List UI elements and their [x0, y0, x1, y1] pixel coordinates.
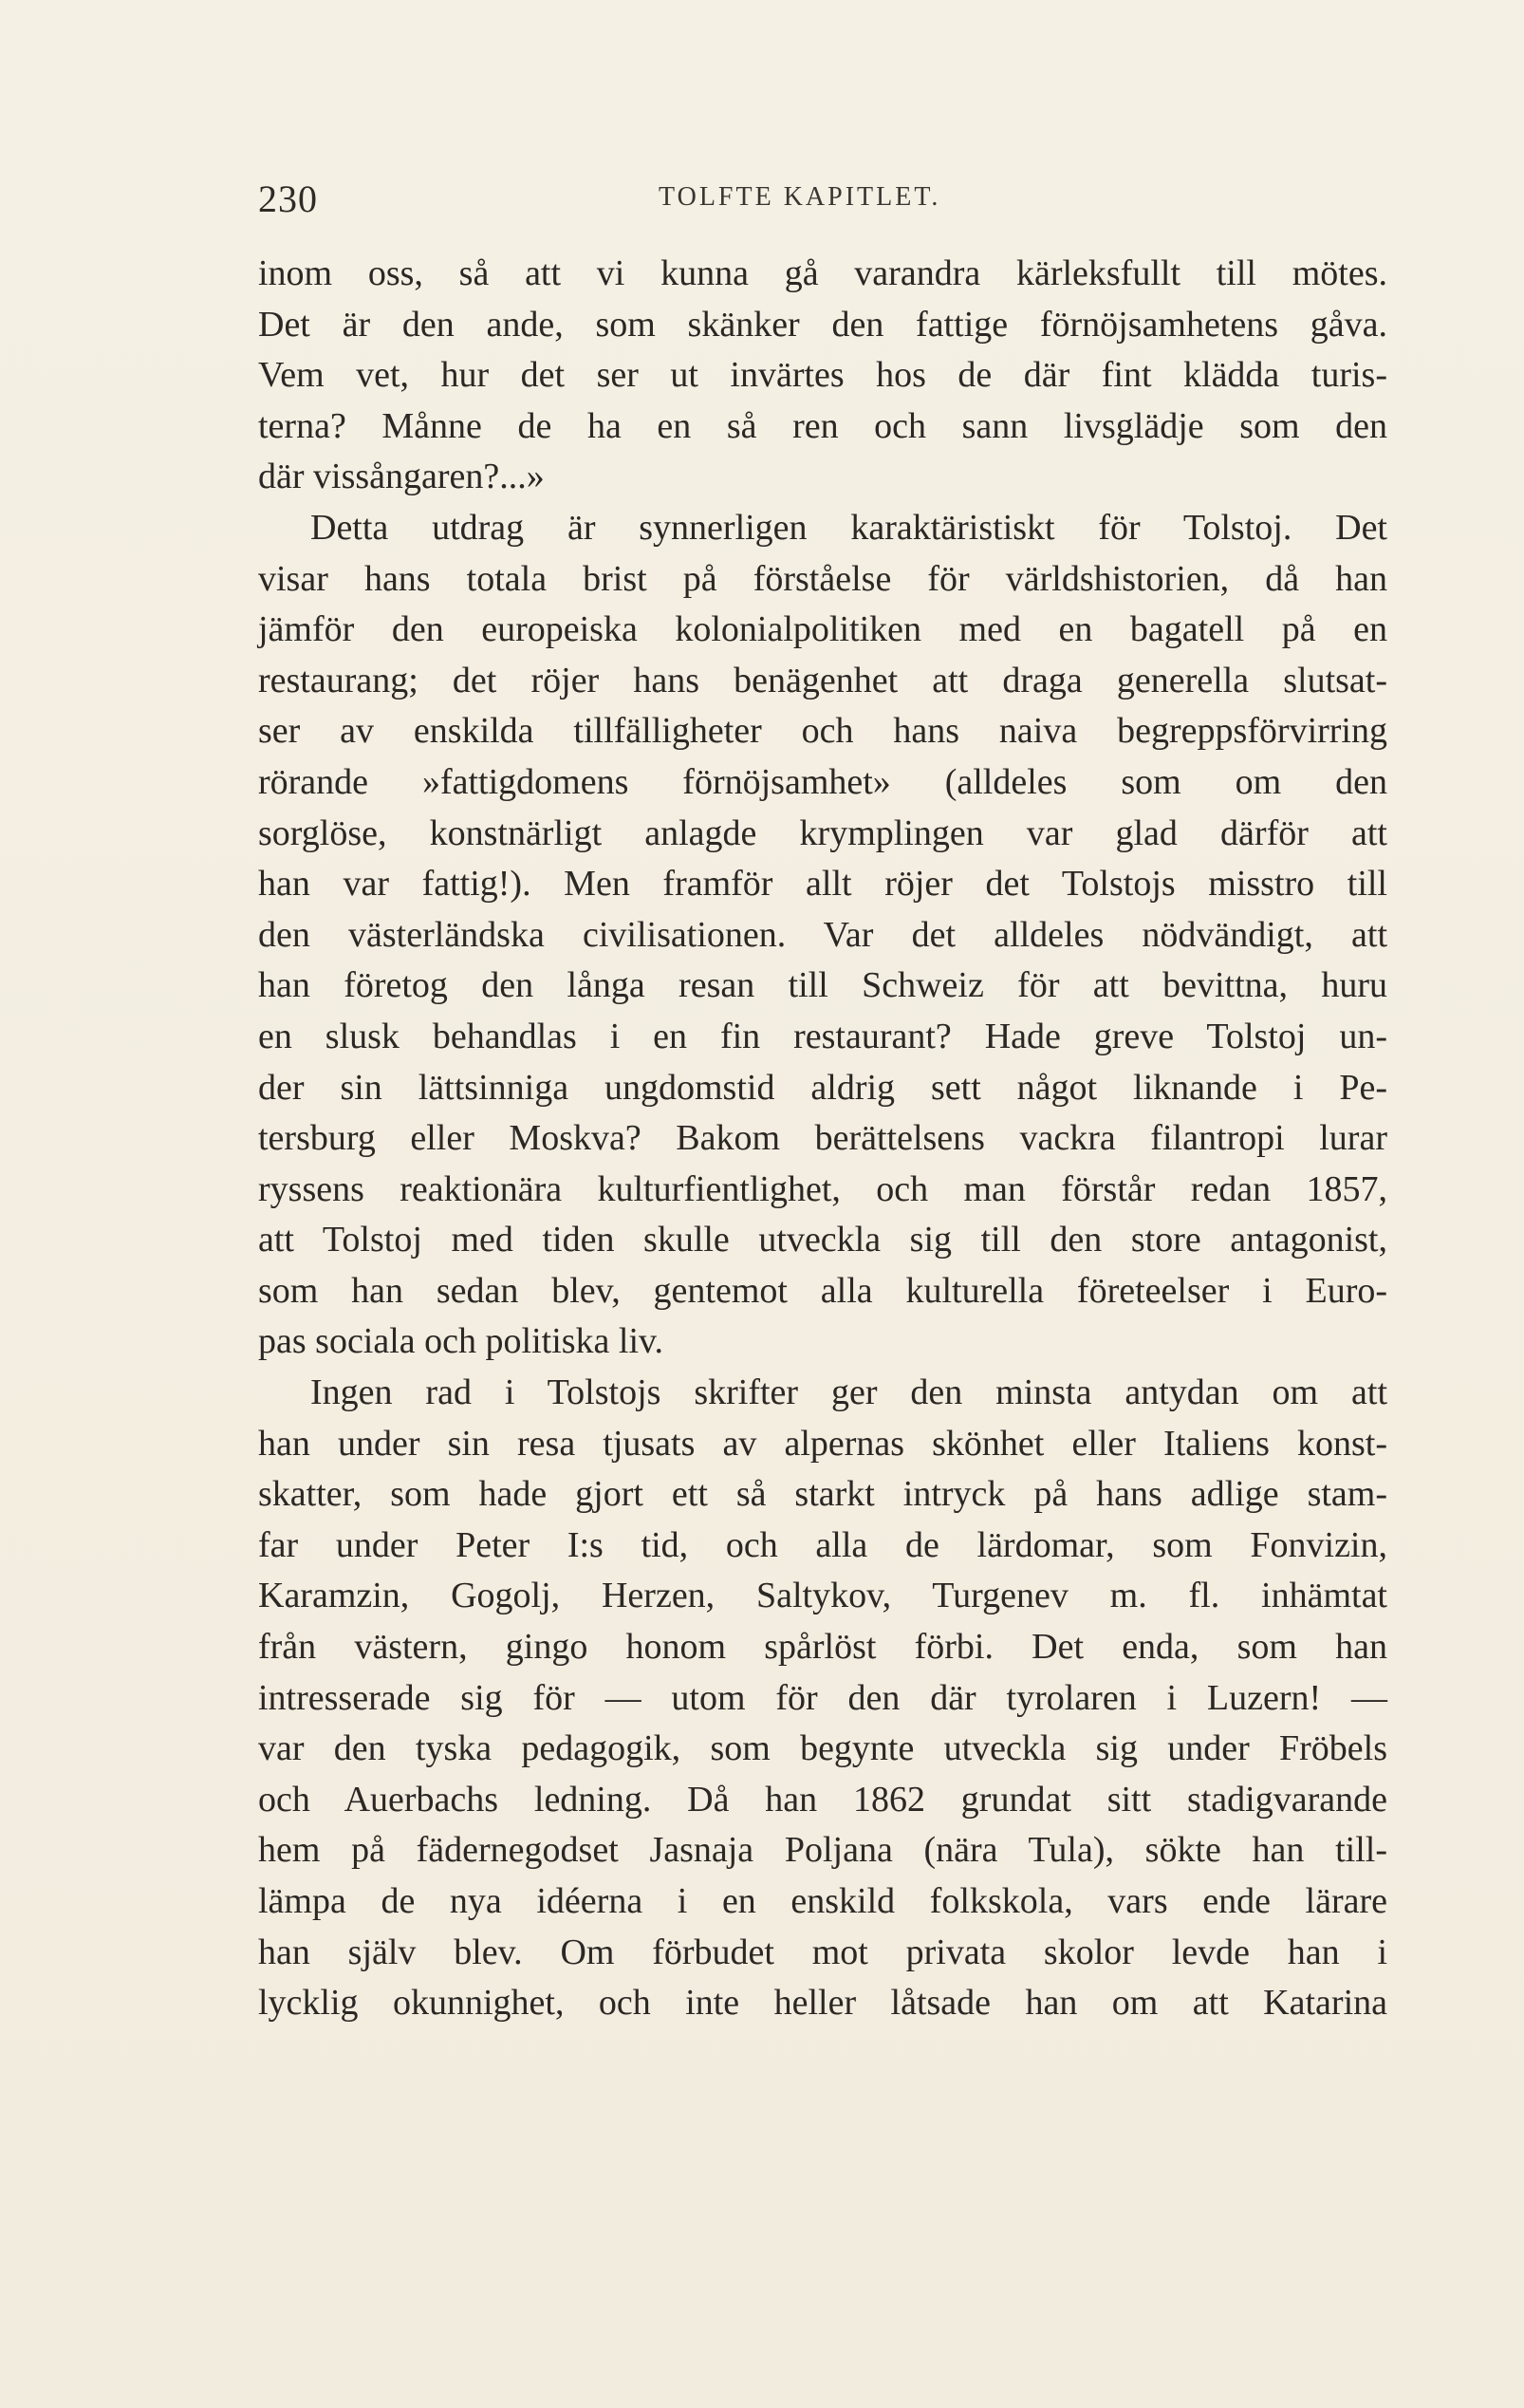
text-line: hem på fädernegodset Jasnaja Poljana (nära Tula), sökte han till-: [258, 1830, 1387, 1871]
text-line: restaurang; det röjer hans benägenhet att draga generella slutsat-: [258, 660, 1387, 700]
text-line: inom oss, så att vi kunna gå varandra kärleksfullt till mötes.: [258, 253, 1387, 293]
text-line: rörande »fattigdomens förnöjsamhet» (alldeles som om den: [258, 761, 1387, 802]
text-line: och Auerbachs ledning. Då han 1862 grundat sitt stadigvarande: [258, 1779, 1387, 1820]
text-line: en slusk behandlas i en fin restaurant? Hade greve Tolstoj un-: [258, 1016, 1387, 1056]
paragraph-start-line: Ingen rad i Tolstojs skrifter ger den minsta antydan om att: [310, 1372, 1387, 1413]
text-line: den västerländska civilisationen. Var det alldeles nödvändigt, att: [258, 914, 1387, 955]
running-head: TOLFTE KAPITLET.: [659, 182, 941, 212]
text-line: han själv blev. Om förbudet mot privata skolor levde han i: [258, 1932, 1387, 1972]
text-line: lämpa de nya idéerna i en enskild folkskola, vars ende lärare: [258, 1881, 1387, 1921]
text-line: som han sedan blev, gentemot alla kulturella företeelser i Euro-: [258, 1270, 1387, 1311]
text-line: visar hans totala brist på förståelse för världshistorien, då han: [258, 558, 1387, 599]
text-line: han var fattig!). Men framför allt röjer det Tolstojs misstro till: [258, 864, 1387, 905]
page-header: [258, 177, 1387, 224]
page-number: 230: [258, 177, 318, 220]
text-line: han företog den långa resan till Schweiz för att bevittna, huru: [258, 965, 1387, 1006]
text-line: sorglöse, konstnärligt anlagde krymplingen var glad därför att: [258, 812, 1387, 853]
text-line: från västern, gingo honom spårlöst förbi. Det enda, som han: [258, 1627, 1387, 1668]
text-line: Karamzin, Gogolj, Herzen, Saltykov, Turgenev m. fl. inhämtat: [258, 1576, 1387, 1616]
text-line: där vissångaren?...»: [258, 457, 545, 497]
text-line: var den tyska pedagogik, som begynte utveckla sig under Fröbels: [258, 1728, 1387, 1769]
text-line: ryssens reaktionära kulturfientlighet, och man förstår redan 1857,: [258, 1168, 1387, 1209]
text-line: pas sociala och politiska liv.: [258, 1321, 664, 1362]
text-line: han under sin resa tjusats av alpernas skönhet eller Italiens konst-: [258, 1423, 1387, 1464]
text-line: ser av enskilda tillfälligheter och hans naiva begreppsförvirring: [258, 711, 1387, 752]
text-line: intresserade sig för — utom för den där tyrolaren i Luzern! —: [258, 1677, 1387, 1718]
text-line: att Tolstoj med tiden skulle utveckla sig till den store antagonist,: [258, 1220, 1387, 1260]
text-line: tersburg eller Moskva? Bakom berättelsens vackra filantropi lurar: [258, 1118, 1387, 1159]
text-line: skatter, som hade gjort ett så starkt intryck på hans adlige stam-: [258, 1474, 1387, 1515]
body-text: [258, 249, 1387, 2029]
text-line: terna? Månne de ha en så ren och sann livsglädje som den: [258, 405, 1387, 446]
text-line: jämför den europeiska kolonialpolitiken med en bagatell på en: [258, 609, 1387, 650]
text-line: lycklig okunnighet, och inte heller låtsade han om att Katarina: [258, 1983, 1387, 2024]
text-line: Det är den ande, som skänker den fattige förnöjsamhetens gåva.: [258, 304, 1387, 345]
paragraph-start-line: Detta utdrag är synnerligen karaktäristiskt för Tolstoj. Det: [310, 507, 1387, 548]
text-line: Vem vet, hur det ser ut invärtes hos de där fint klädda turis-: [258, 355, 1387, 396]
text-line: far under Peter I:s tid, och alla de lärdomar, som Fonvizin,: [258, 1524, 1387, 1565]
text-line: der sin lättsinniga ungdomstid aldrig sett något liknande i Pe-: [258, 1067, 1387, 1108]
